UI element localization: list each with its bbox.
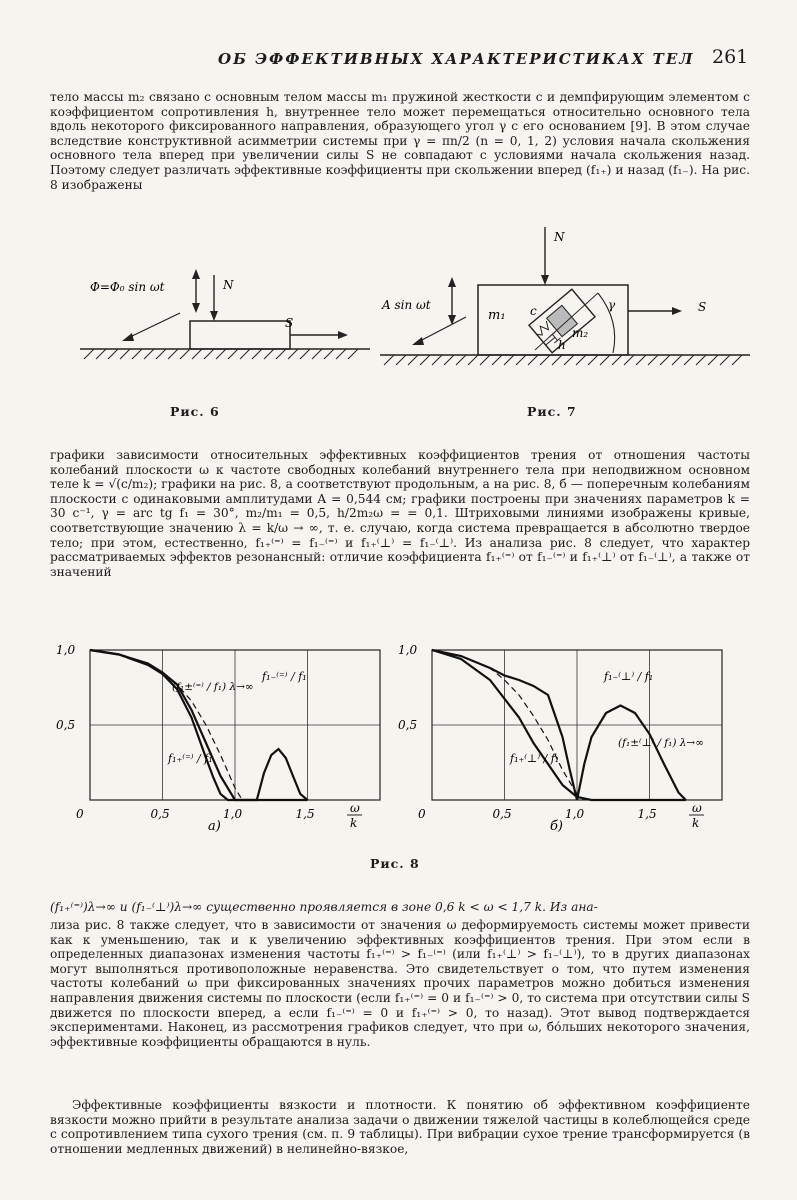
fig7-oscillation-line — [420, 317, 466, 341]
chart0-xlabel-den: k — [350, 816, 358, 830]
figure-7 — [380, 225, 750, 375]
formula-line: (f₁₊⁽⁼⁾)λ→∞ и (f₁₋⁽⊥⁾)λ→∞ существенно проявляется в зоне 0,6 k < ω < 1,7 k. Из ана- — [50, 900, 598, 914]
fig7-mass2-label: m₂ — [572, 326, 589, 340]
figure-6-caption: Рис. 6 — [170, 404, 220, 419]
fig6-arrowhead-down — [192, 303, 200, 313]
chart0-x-tick-3: 1,5 — [295, 807, 315, 821]
fig7-arrowhead-up — [448, 277, 456, 287]
chart0-y-tick-1: 0,5 — [56, 718, 76, 732]
chart1-x-tick-1: 0,5 — [492, 807, 512, 821]
paragraph-intro-text: тело массы m₂ связано с основным телом массы m₁ пружиной жесткости c и демпфирующим элементом с коэффициентом сопротивления h, внутреннее тело может перемещаться относительно основного тела вдоль некоторого фиксированного направления, образующего угол γ с его основанием [9]. В этом случае вследствие конструктивной асимметрии системы при γ = πn/2 (n = 0, 1, 2) условия начала скольжения основного тела вперед при увеличении силы S не совпадают с условиями начала скольжения назад. Поэтому следует различать эффективные коэффициенты при скольжении вперед (f₁₊) и назад (f₁₋). На рис. 8 изображены — [50, 90, 750, 192]
chart1-x-tick-0: 0 — [418, 807, 426, 821]
figure-7-caption: Рис. 7 — [527, 404, 577, 419]
chart1-panel-label: б) — [550, 819, 564, 834]
paragraph-analysis-text: лиза рис. 8 также следует, что в зависимости от значения ω деформируемость системы может привести как к уменьшению, так и к увеличению эффективных коэффициентов трения. При этом если в определенных диапазонах изменения частоты f₁₊⁽⁼⁾ > f₁₋⁽⁼⁾ (или f₁₊⁽⊥⁾ > f₁₋⁽⊥⁾), то в других диапазонах могут выполняться противоположные неравенства. Это свидетельствует о том, что путем изменения частоты колебаний ω при фиксированных значениях прочих параметров можно добиться изменения направления движения системы по плоскости (если f₁₊⁽⁼⁾ = 0 и f₁₋⁽⁼⁾ > 0, то система при отсутствии силы S движется по плоскости вперед, а если f₁₋⁽⁼⁾ = 0 и f₁₊⁽⁼⁾ > 0, то назад). Этот вывод подтверждается экспериментами. Наконец, из рассмотрения графиков следует, что при ω, бо́льших некоторого значения, эффективные коэффициенты обращаются в нуль. — [50, 918, 750, 1049]
figure-6 — [80, 255, 370, 385]
fig6-pull-label: S — [285, 316, 294, 330]
fig7-pull-label: S — [698, 300, 707, 314]
chart1-y-tick-1: 0,5 — [398, 718, 418, 732]
fig7-damper-label: h — [558, 338, 566, 352]
chart0-xlabel-num: ω — [350, 801, 360, 815]
chart0-x-tick-2: 1,0 — [223, 807, 243, 821]
chart1-label-dashed: (f₁±⁽⊥⁾ / f₁) λ→∞ — [618, 737, 704, 749]
figure-8a-chart — [48, 636, 388, 846]
fig7-oscillation-arrowhead — [412, 337, 424, 345]
chart1-label-upper: f₁₋⁽⊥⁾ / f₁ — [604, 670, 654, 683]
chart1-x-tick-3: 1,5 — [637, 807, 657, 821]
chart0-y-tick-0: 1,0 — [56, 643, 76, 657]
fig6-oscillation-arrowhead — [122, 333, 134, 341]
paragraph-description-text: графики зависимости относительных эффективных коэффициентов трения от отношения частоты колебаний плоскости ω к частоте свободных колебаний внутреннего тела при неподвижном основном теле k = √(c/m₂); графики на рис. 8, а соответствуют продольным, а на рис. 8, б — поперечным колебаниям плоскости с одинаковыми амплитудами A = 0,544 см; графики построены при значениях параметров k = 30 с⁻¹, γ = arc tg f₁ = 30°, m₂/m₁ = 0,5, h/2m₂ω = = 0,1. Штриховыми линиями изображены кривые, соответствующие значению λ = k/ω → ∞, т. е. случаю, когда система превращается в абсолютно твердое тело; при этом, естественно, f₁₊⁽⁼⁾ = f₁₋⁽⁼⁾ и f₁₊⁽⊥⁾ = f₁₋⁽⊥⁾. Из анализа рис. 8 следует, что характер рассматриваемых эффектов резонансный: отличие коэффициента f₁₊⁽⁼⁾ от f₁₋⁽⁼⁾ и f₁₊⁽⊥⁾ от f₁₋⁽⊥⁾, а также от значений — [50, 448, 750, 579]
chart1-xlabel-num: ω — [692, 801, 702, 815]
chart0-label-lower: f₁₊⁽⁼⁾ / f₁ — [168, 752, 213, 765]
figure-8-caption: Рис. 8 — [370, 856, 420, 871]
fig7-mass1-label: m₁ — [488, 308, 506, 323]
paragraph-analysis — [50, 918, 750, 1049]
header-title: ОБ ЭФФЕКТИВНЫХ ХАРАКТЕРИСТИКАХ ТЕЛ — [218, 50, 695, 68]
chart1-x-tick-2: 1,0 — [565, 807, 585, 821]
chart0-label-upper: f₁₋⁽⁼⁾ / f₁ — [262, 670, 307, 683]
running-header — [0, 44, 797, 74]
paragraph-viscosity — [50, 1098, 750, 1156]
fig7-normal-label: N — [554, 230, 565, 244]
paragraph-intro — [50, 90, 750, 192]
chart1-label-lower: f₁₊⁽⊥⁾ / f₁ — [510, 752, 560, 765]
chart1-y-tick-0: 1,0 — [398, 643, 418, 657]
fig7-angle-label: γ — [608, 298, 616, 312]
fig6-ground-hatching — [84, 349, 358, 359]
fig7-pull-arrowhead — [672, 307, 682, 315]
fig6-arrowhead-up — [192, 269, 200, 279]
fig7-spring-label: c — [530, 304, 537, 318]
chart0-x-tick-1: 0,5 — [150, 807, 170, 821]
fig6-body — [190, 321, 290, 349]
fig6-normal-label: N — [223, 278, 234, 292]
page-number: 261 — [712, 46, 749, 68]
fig6-pull-arrowhead — [338, 331, 348, 339]
chart0-label-dashed: (f₁±⁽⁼⁾ / f₁) λ→∞ — [172, 681, 254, 693]
fig6-oscillation-line — [130, 313, 180, 337]
fig7-normal-arrowhead — [541, 275, 549, 285]
figure-8b-chart — [390, 636, 730, 846]
chart1-series-3 — [577, 706, 686, 801]
chart1-xlabel-den: k — [692, 816, 700, 830]
chart0-x-tick-0: 0 — [76, 807, 84, 821]
chart0-panel-label: а) — [208, 819, 221, 834]
fig7-force-label: A sin ωt — [382, 298, 431, 312]
paragraph-viscosity-text: Эффективные коэффициенты вязкости и плотности. К понятию об эффективном коэффициенте вязкости можно прийти в результате анализа задачи о движении тяжелой частицы в колеблющейся среде с сопротивлением типа сухого трения (см. п. 9 таблицы). При вибрации сухое трение трансформируется (в отношении медленных движений) в нелинейно-вязкое, — [50, 1098, 750, 1156]
fig6-normal-arrowhead — [210, 311, 218, 321]
fig7-ground-hatching — [384, 355, 742, 365]
paragraph-description — [50, 448, 750, 579]
fig6-force-label: Φ=Φ₀ sin ωt — [90, 280, 165, 294]
